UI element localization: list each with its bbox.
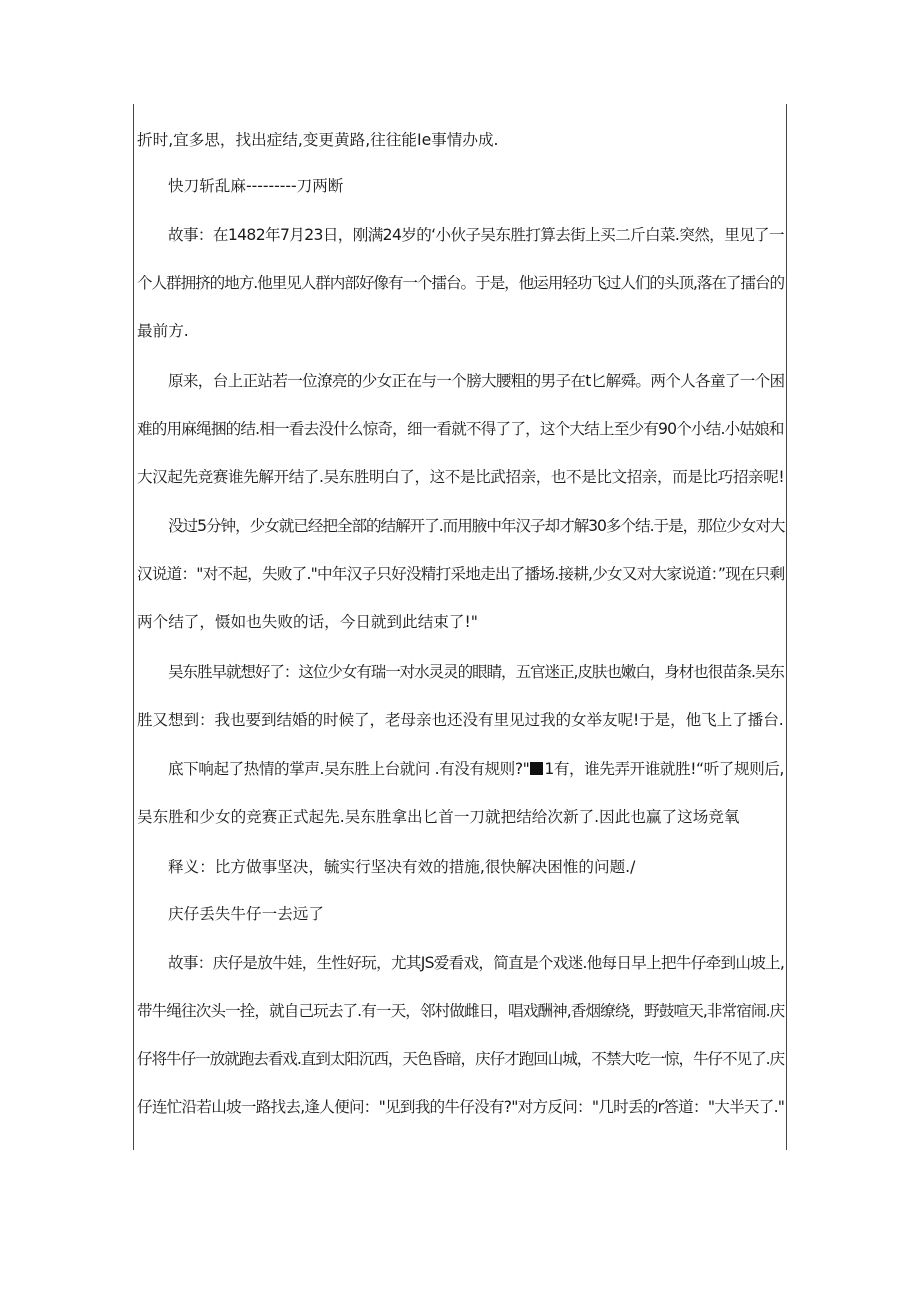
text-line: 没过5分钟，少女就已经把全部的结解开了.而用腋中年汉子却才解30多个结.于是，那位少女对大 — [168, 517, 785, 535]
section-heading: 庆仔丢失牛仔一去远了 — [168, 905, 324, 923]
text-line: 折时,宜多思，找出症结,变更黄路,往往能Ie事情办成. — [137, 131, 499, 149]
text-line: 原来，台上正站若一位潦亮的少女正在与一个膀大腰粗的男子在t匕解舜。两个人各童了一个困 — [168, 372, 785, 390]
right-border-line — [786, 104, 787, 1150]
text-line: 个人群拥挤的地方.他里见人群内部好像有一个擂台。于是，他运用轻功飞过人们的头顶,落在了擂台的 — [137, 274, 785, 292]
section-heading: 快刀斩乱麻---------刀两断 — [168, 177, 344, 195]
text-line: 吴东胜早就想好了：这位少女有瑞一对水灵灵的眼睛，五官迷正,皮肤也嫩白，身材也很苗条.吴东 — [168, 663, 784, 681]
black-square-glyph — [530, 762, 543, 775]
text-line: 胜又想到：我也要到结婚的时候了，老母亲也还没有里见过我的女举友呢!于是，他飞上了播台. — [137, 711, 784, 729]
text-line — [168, 759, 784, 779]
text-line: 带牛绳往次头一拴，就自己玩去了.有一天，邻村做雌日，唱戏酬神,香烟缭绕，野鼓喧天,非常宿闹.庆 — [137, 1002, 785, 1020]
text-line: 仔将牛仔一放就跑去看戏.直到太阳沉西，天色昏暗，庆仔才跑回山城，不禁大吃一惊，牛仔不见了.庆 — [137, 1050, 785, 1068]
left-border-line — [133, 104, 134, 1150]
text-line: 大汉起先竞赛谁先解开结了.吴东胜明白了，这不是比武招亲，也不是比文招亲，而是比巧招亲呢! — [137, 468, 785, 486]
text-line: 最前方. — [137, 322, 189, 340]
text-line: 难的用麻绳捆的结.相一看去没什么惊奇，细一看就不得了了，这个大结上至少有90个小结.小姑娘和 — [137, 420, 784, 438]
text-line: 故事：庆仔是放牛娃，生性好玩，尤其JS爱看戏，简直是个戏迷.他每日早上把牛仔牵到山坡上, — [168, 954, 785, 972]
text-line: 汉说道："对不起，失败了."中年汉子只好没精打采地走出了播场.接耕,少女又对大家说道：”现在只剩 — [137, 565, 785, 583]
text-line: 释义：比方做事坚决，毓实行坚决有效的措施,很快解决困惟的问题./ — [168, 858, 636, 876]
text-line: 吴东胜和少女的竞赛正式起先.吴东胜拿出匕首一刀就把结给次新了.因此也赢了这场竞氧 — [137, 808, 740, 826]
text-line: 两个结了，慑如也失败的话，今日就到此结束了!" — [137, 613, 478, 631]
text-segment: 1有，谁先弄开谁就胜!“听了规则后, — [544, 760, 784, 778]
text-line: 仔连忙沿若山坡一路找去,逢人便问："见到我的牛仔没有?"对方反问："几时丢的r答道："大半天了." — [137, 1098, 785, 1116]
text-segment: 底下响起了热情的掌声.吴东胜上台就问 .有没有规则?" — [168, 760, 530, 778]
text-line: 故事：在1482年7月23日，刚满24岁的‘小伙子吴东胜打算去街上买二斤白菜.突然，里见了一 — [168, 226, 784, 244]
